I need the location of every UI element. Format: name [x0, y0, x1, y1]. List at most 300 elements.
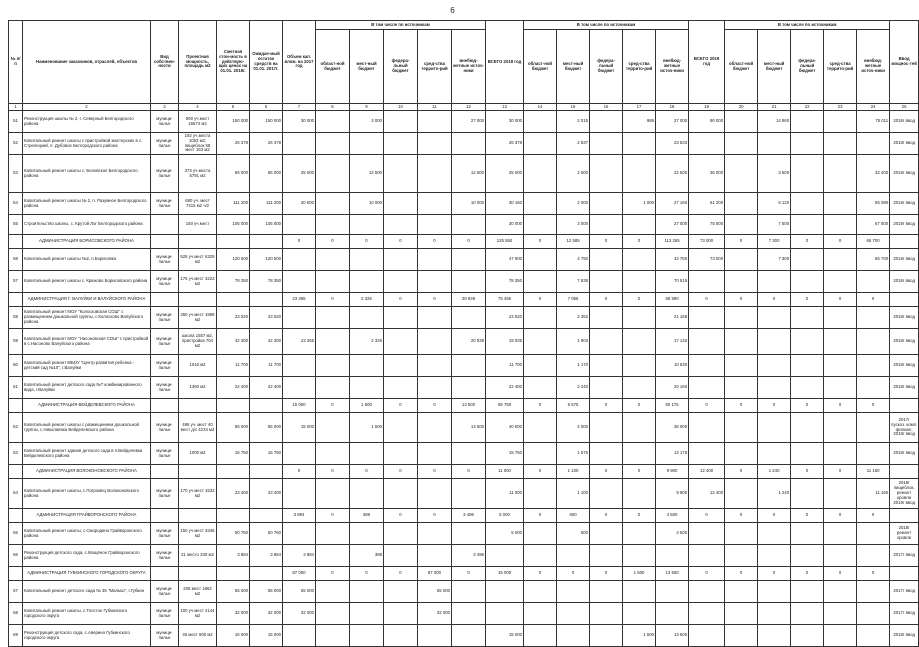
table-cell — [9, 567, 23, 581]
table-cell — [791, 479, 824, 509]
table-cell: 87 000 — [283, 567, 316, 581]
table-row — [9, 271, 919, 293]
table-cell — [725, 307, 758, 329]
table-cell: 55 000 — [217, 413, 250, 443]
table-cell — [418, 443, 452, 465]
table-cell: 55 000 — [250, 581, 283, 603]
table-cell: 0 — [725, 509, 758, 523]
table-cell — [418, 193, 452, 215]
table-cell — [824, 443, 857, 465]
table-cell: 2018г ремонт кровли — [890, 523, 919, 545]
table-cell: 15 000 — [217, 625, 250, 647]
table-cell: 10 000 — [452, 193, 486, 215]
object-name-cell: Капитальный ремонт школы с размещением дошкольной группы, с.Николаевка Вейделевского района — [23, 413, 151, 443]
table-cell — [418, 133, 452, 155]
table-cell: 0 — [384, 509, 418, 523]
table-cell: 1 000 — [623, 193, 656, 215]
table-cell — [316, 155, 350, 193]
table-cell — [524, 523, 557, 545]
table-cell — [590, 193, 623, 215]
table-cell: 0 — [590, 235, 623, 249]
table-cell: 68 890 — [656, 293, 689, 307]
table-cell — [689, 523, 725, 545]
table-cell: 3 000 — [350, 111, 384, 133]
table-cell — [590, 249, 623, 271]
table-cell — [524, 193, 557, 215]
header-federal-2019: федера-льный бюджет — [791, 30, 824, 104]
table-cell — [418, 479, 452, 509]
table-cell: 170 уч.мест 1533 м2 — [179, 479, 217, 509]
table-row — [9, 215, 919, 235]
table-cell: 0 — [857, 293, 890, 307]
table-cell — [758, 329, 791, 355]
table-cell: 75 011 — [857, 111, 890, 133]
table-cell — [725, 111, 758, 133]
table-cell: 11 160 — [857, 479, 890, 509]
table-cell — [524, 155, 557, 193]
table-cell — [283, 355, 316, 377]
table-cell: 90 000 — [689, 111, 725, 133]
table-cell: 65 700 — [857, 249, 890, 271]
table-cell — [283, 307, 316, 329]
table-cell: 1 100 — [557, 479, 590, 509]
table-row — [9, 307, 919, 329]
header-extra-2019: внебюд-жетные источ-ники — [857, 30, 890, 104]
table-cell — [151, 465, 179, 479]
table-cell — [857, 603, 890, 625]
table-cell — [725, 377, 758, 399]
table-cell: 1 170 — [557, 355, 590, 377]
table-cell — [824, 603, 857, 625]
table-cell: 1360 м2 — [179, 377, 217, 399]
object-name-cell: Капитальный ремонт МБОУ "Центр развития ребенка - детский сад №10", г.Валуйки — [23, 355, 151, 377]
table-cell: 0 — [316, 235, 350, 249]
table-cell — [524, 625, 557, 647]
table-cell: 2018г пищеблок, ремонт кровли 2019г ввод — [890, 479, 919, 509]
object-name-cell: Капитальный ремонт школы с. Крюково Борисовского района — [23, 271, 151, 293]
table-cell: 26 378 — [250, 133, 283, 155]
table-cell: 0 — [623, 465, 656, 479]
table-cell: 1 500 — [350, 413, 384, 443]
table-cell: 0 — [791, 509, 824, 523]
table-cell — [725, 479, 758, 509]
table-cell: 0 — [418, 235, 452, 249]
table-cell — [250, 567, 283, 581]
table-cell — [418, 329, 452, 355]
table-cell: 0 — [384, 235, 418, 249]
table-cell — [418, 523, 452, 545]
table-cell — [824, 581, 857, 603]
table-cell — [217, 509, 250, 523]
page-number: 6 — [450, 6, 455, 15]
table-cell — [384, 545, 418, 567]
table-cell: 40 000 — [486, 413, 524, 443]
table-cell: 23 400 — [250, 479, 283, 509]
table-cell — [9, 293, 23, 307]
table-cell: 4 000 — [557, 413, 590, 443]
table-cell: муници-пальн — [151, 249, 179, 271]
table-cell — [557, 625, 590, 647]
table-cell: 5 575 — [557, 399, 590, 413]
table-cell — [486, 545, 524, 567]
table-cell — [350, 249, 384, 271]
table-cell — [656, 603, 689, 625]
table-cell — [384, 215, 418, 235]
table-row — [9, 155, 919, 193]
table-cell — [590, 377, 623, 399]
table-cell: 4 750 — [557, 249, 590, 271]
table-cell — [452, 479, 486, 509]
table-cell — [384, 155, 418, 193]
column-number: 5 — [217, 104, 250, 111]
table-cell — [623, 307, 656, 329]
table-cell: 0 — [350, 465, 384, 479]
table-cell — [725, 625, 758, 647]
object-name-cell: АДМИНИСТРАЦИЯ ГУБКИНСКОГО ГОРОДСКОГО ОКРУГА — [23, 567, 151, 581]
table-cell — [656, 545, 689, 567]
table-cell: муници-пальн — [151, 133, 179, 155]
table-cell: 1 903 — [557, 329, 590, 355]
table-cell — [452, 523, 486, 545]
table-row — [9, 581, 919, 603]
table-cell: 52 — [9, 133, 23, 155]
table-cell — [524, 111, 557, 133]
table-cell: 7 065 — [557, 293, 590, 307]
table-cell — [557, 581, 590, 603]
header-regional-2019: област-ной бюджет — [725, 30, 758, 104]
table-cell: 11 000 — [486, 465, 524, 479]
header-federal-2018: федера-льный бюджет — [590, 30, 623, 104]
table-cell: муници-пальн — [151, 355, 179, 377]
table-cell — [623, 413, 656, 443]
table-cell — [725, 329, 758, 355]
table-cell: 0 — [384, 399, 418, 413]
header-vol-2017: Объем кап. влож. на 2017 год — [283, 21, 316, 104]
table-cell — [689, 603, 725, 625]
table-cell — [384, 193, 418, 215]
table-cell: 50 760 — [217, 523, 250, 545]
table-cell: 15 000 — [250, 625, 283, 647]
table-cell: 0 — [824, 399, 857, 413]
table-cell — [452, 215, 486, 235]
table-cell — [350, 479, 384, 509]
table-cell: 100 уч.мест 2144 м2 — [179, 603, 217, 625]
table-cell — [384, 111, 418, 133]
header-name: Наименование заказчиков, отраслей, объектов — [23, 21, 151, 104]
table-cell — [725, 215, 758, 235]
header-group-2019: В том числе по источникам — [725, 21, 890, 30]
table-cell — [384, 271, 418, 293]
table-cell: 12 500 — [452, 155, 486, 193]
table-cell: 21 168 — [656, 307, 689, 329]
table-cell — [590, 307, 623, 329]
header-local-2017: мест-ный бюджет — [350, 30, 384, 104]
table-cell: 0 — [824, 509, 857, 523]
table-cell: 78 350 — [250, 271, 283, 293]
table-cell — [791, 355, 824, 377]
table-cell — [725, 249, 758, 271]
table-cell — [418, 413, 452, 443]
section-row — [9, 567, 919, 581]
table-cell — [689, 377, 725, 399]
table-row — [9, 603, 919, 625]
table-cell — [350, 215, 384, 235]
table-cell — [857, 355, 890, 377]
table-cell — [250, 509, 283, 523]
table-cell — [316, 307, 350, 329]
table-cell — [217, 465, 250, 479]
table-cell: 42 750 — [656, 249, 689, 271]
section-row — [9, 465, 919, 479]
header-local-2019: мест-ный бюджет — [758, 30, 791, 104]
table-row — [9, 413, 919, 443]
table-cell: 12 400 — [689, 479, 725, 509]
table-cell: 111 200 — [217, 193, 250, 215]
table-cell: 0 — [758, 567, 791, 581]
table-cell: муници-пальн — [151, 413, 179, 443]
table-cell: 0 — [384, 465, 418, 479]
table-cell — [350, 603, 384, 625]
table-cell — [316, 215, 350, 235]
table-cell: 0 — [857, 509, 890, 523]
table-cell: 0 — [857, 399, 890, 413]
table-cell: 1 500 — [350, 399, 384, 413]
table-cell: 0 — [418, 465, 452, 479]
table-cell — [350, 271, 384, 293]
table-cell: 59 — [9, 329, 23, 355]
table-cell: 5 000 — [486, 523, 524, 545]
column-number: 19 — [689, 104, 725, 111]
table-cell: 15 000 — [283, 413, 316, 443]
table-cell — [384, 133, 418, 155]
table-cell: 10 530 — [656, 355, 689, 377]
object-name-cell: Капитальный ремонт детского сада № 35 "Малыш", г.Губкин — [23, 581, 151, 603]
table-cell: 0 — [590, 567, 623, 581]
table-cell — [725, 545, 758, 567]
table-cell: 70 515 — [656, 271, 689, 293]
table-cell: 15 750 — [250, 443, 283, 465]
table-cell: 2018г ввод — [890, 271, 919, 293]
table-cell — [758, 413, 791, 443]
table-cell — [524, 133, 557, 155]
table-cell: 150 уч.мест 3346 м2 — [179, 523, 217, 545]
table-cell — [890, 399, 919, 413]
table-row — [9, 443, 919, 465]
table-cell — [316, 111, 350, 133]
table-cell: 2018г ввод — [890, 329, 919, 355]
table-cell: 500 — [557, 509, 590, 523]
table-cell: 2018г ввод — [890, 625, 919, 647]
table-cell — [689, 545, 725, 567]
table-cell — [590, 215, 623, 235]
table-cell: 0 — [689, 399, 725, 413]
table-cell: 55 080 — [857, 193, 890, 215]
table-cell: 0 — [283, 235, 316, 249]
table-cell: 388 — [350, 545, 384, 567]
table-cell — [350, 443, 384, 465]
table-cell — [623, 581, 656, 603]
table-cell — [791, 603, 824, 625]
table-cell: 0 — [590, 465, 623, 479]
table-cell — [283, 443, 316, 465]
table-cell: 12 500 — [350, 155, 384, 193]
column-number: 10 — [384, 104, 418, 111]
table-cell — [418, 271, 452, 293]
table-cell: 15 000 — [486, 567, 524, 581]
table-cell — [857, 377, 890, 399]
table-cell: 0 — [418, 293, 452, 307]
table-cell: 2 240 — [557, 377, 590, 399]
table-cell: 5 000 — [486, 509, 524, 523]
column-number: 16 — [590, 104, 623, 111]
table-cell: 0 — [384, 567, 418, 581]
table-cell — [418, 307, 452, 329]
table-cell — [350, 307, 384, 329]
table-cell: 21 место 330 м2 — [179, 545, 217, 567]
table-cell: 0 — [791, 293, 824, 307]
table-cell — [179, 567, 217, 581]
object-name-cell: АДМИНИСТРАЦИЯ ВОЛОКОНОВСКОГО РАЙОНА — [23, 465, 151, 479]
table-row — [9, 193, 919, 215]
table-cell: 55 — [9, 215, 23, 235]
table-cell — [384, 307, 418, 329]
table-cell — [824, 307, 857, 329]
table-cell — [623, 545, 656, 567]
table-cell: 55 750 — [486, 399, 524, 413]
table-cell: 67 — [9, 581, 23, 603]
column-number: 8 — [316, 104, 350, 111]
table-cell — [890, 509, 919, 523]
table-cell: 2 326 — [350, 293, 384, 307]
object-name-cell: Реконструкция школы № 2, г. Северный Белгородского района — [23, 111, 151, 133]
header-regional-2017: област-ной бюджет — [316, 30, 350, 104]
table-cell — [524, 215, 557, 235]
table-cell — [758, 133, 791, 155]
table-cell: 0 — [557, 567, 590, 581]
table-cell: 150 000 — [217, 111, 250, 133]
table-cell: 2018г ввод — [890, 443, 919, 465]
table-row — [9, 625, 919, 647]
table-cell: 500 — [557, 523, 590, 545]
header-group-2018: В том числе по источникам — [524, 21, 689, 30]
table-cell: 69 — [9, 625, 23, 647]
column-number: 1 — [9, 104, 23, 111]
table-cell: 150 уч.мест — [179, 215, 217, 235]
table-cell — [452, 443, 486, 465]
table-cell: 2019г ввод — [890, 193, 919, 215]
table-cell: 0 — [824, 293, 857, 307]
table-cell — [452, 603, 486, 625]
table-cell — [623, 523, 656, 545]
table-cell: 0 — [524, 465, 557, 479]
table-cell: 73 000 — [689, 249, 725, 271]
table-cell: 260 уч.мест 1969 м2 — [179, 307, 217, 329]
table-cell — [384, 581, 418, 603]
table-cell: 120 500 — [217, 249, 250, 271]
table-cell — [824, 133, 857, 155]
table-cell — [350, 133, 384, 155]
table-cell: 0 — [689, 509, 725, 523]
table-cell: 20 939 — [452, 293, 486, 307]
object-name-cell: Капитальный ремонт школы с пристройкой мастерских в с. Стрелецкий, п. Дубовое Белгородского района — [23, 133, 151, 155]
table-cell — [791, 271, 824, 293]
table-cell: 32 000 — [418, 603, 452, 625]
table-cell: 4 500 — [656, 509, 689, 523]
table-cell: 67 500 — [857, 215, 890, 235]
table-cell — [656, 581, 689, 603]
table-cell — [524, 479, 557, 509]
table-cell — [689, 133, 725, 155]
header-vol-2018: ВСЕГО 2018 год — [486, 21, 524, 104]
table-cell — [758, 271, 791, 293]
table-cell: 15 000 — [283, 399, 316, 413]
header-extra-2018: внебюд-жетные источ-ники — [656, 30, 689, 104]
table-cell: 60 — [9, 355, 23, 377]
table-cell: 26 378 — [217, 133, 250, 155]
table-cell: 75 000 — [689, 215, 725, 235]
table-cell — [316, 625, 350, 647]
table-cell — [824, 249, 857, 271]
table-cell: 2019г ввод — [890, 215, 919, 235]
table-cell — [623, 329, 656, 355]
table-cell — [758, 523, 791, 545]
column-number: 9 — [350, 104, 384, 111]
table-cell — [791, 545, 824, 567]
table-cell: муници-пальн — [151, 443, 179, 465]
table-cell — [689, 307, 725, 329]
table-cell — [384, 523, 418, 545]
column-number: 3 — [151, 104, 179, 111]
table-cell — [418, 249, 452, 271]
table-cell: 22 400 — [250, 377, 283, 399]
table-cell: 23 533 — [656, 133, 689, 155]
table-cell — [857, 443, 890, 465]
table-cell — [725, 443, 758, 465]
column-number: 15 — [557, 104, 590, 111]
table-cell — [791, 249, 824, 271]
table-cell: 2 015 — [557, 111, 590, 133]
table-cell: 54 — [9, 193, 23, 215]
table-cell: 27 000 — [656, 215, 689, 235]
table-cell: 0 — [452, 465, 486, 479]
table-cell: 2017г ввод — [890, 581, 919, 603]
header-owner: Вид собствен-ности — [151, 21, 179, 104]
table-cell: 2018г ввод — [890, 377, 919, 399]
table-cell: 985 — [623, 111, 656, 133]
table-cell — [418, 545, 452, 567]
object-name-cell: АДМИНИСТРАЦИЯ ГРАЙВОРОНСКОГО РАЙОНА — [23, 509, 151, 523]
table-cell — [217, 235, 250, 249]
table-cell — [725, 603, 758, 625]
table-cell: 0 — [824, 235, 857, 249]
table-cell: 0 — [418, 399, 452, 413]
table-cell — [557, 603, 590, 625]
table-cell — [384, 603, 418, 625]
table-cell: 14 960 — [758, 111, 791, 133]
table-cell: 111 200 — [250, 193, 283, 215]
table-cell: муници-пальн — [151, 111, 179, 133]
table-cell: 2018г ввод — [890, 355, 919, 377]
table-cell — [452, 355, 486, 377]
column-number: 20 — [725, 104, 758, 111]
table-cell — [725, 581, 758, 603]
column-number: 12 — [452, 104, 486, 111]
object-name-cell: Строительство школы, с. Крутой Лог Белгородского района — [23, 215, 151, 235]
table-cell: 0 — [316, 509, 350, 523]
table-cell — [725, 523, 758, 545]
table-cell — [590, 523, 623, 545]
table-cell — [857, 133, 890, 155]
